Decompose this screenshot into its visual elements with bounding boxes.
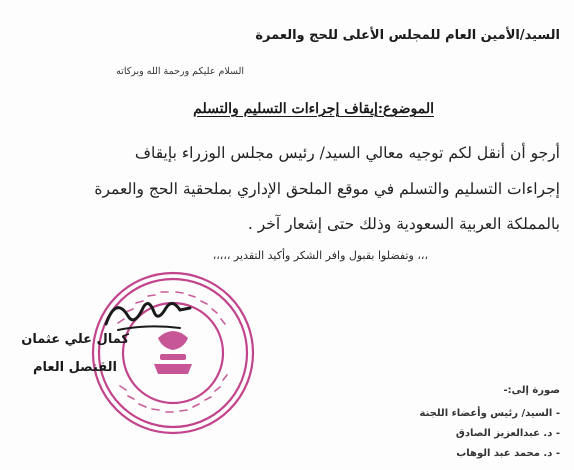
subject-label: الموضوع: bbox=[377, 101, 434, 117]
body-line-1: أرجو أن أنقل لكم توجيه معالي السيد/ رئيس مجلس الوزراء بإيقاف bbox=[134, 144, 560, 162]
copy-recipient: - السيد/ رئيس وأعضاء اللجنة bbox=[419, 408, 560, 419]
copy-recipient: - د. محمد عبد الوهاب bbox=[456, 448, 560, 459]
signatory-name: كمال علي عثمان bbox=[21, 332, 129, 347]
body-line-3: بالمملكة العربية السعودية وذلك حتى إشعار آخر . bbox=[247, 215, 560, 233]
subject-line bbox=[193, 101, 434, 117]
closing-thanks: ،،، وتفضلوا بقبول وافر الشكر وأكيد التقدير ،،،،، bbox=[212, 249, 428, 262]
subject-text: إيقاف إجراءات التسليم والتسلم bbox=[193, 101, 378, 117]
signatory-title: القنصل العام bbox=[32, 360, 117, 375]
addressee-line: السيد/الأمين العام للمجلس الأعلى للحج والعمرة bbox=[255, 28, 560, 43]
copies-label: صورة إلى:- bbox=[503, 385, 560, 396]
greeting-line: السلام عليكم ورحمة الله وبركاته bbox=[116, 66, 244, 77]
body-line-2: إجراءات التسليم والتسلم في موقع الملحق الإداري بملحقية الحج والعمرة bbox=[94, 180, 560, 198]
copy-recipient: - د. عبدالعزيز الصادق bbox=[455, 428, 560, 439]
